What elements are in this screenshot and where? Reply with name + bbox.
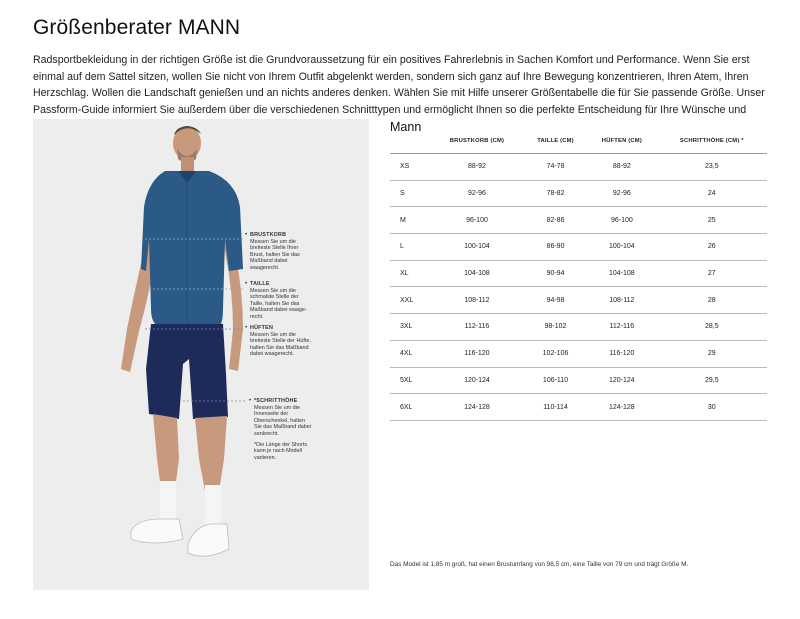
cell-schritthoehe: 27	[657, 260, 767, 287]
cell-schritthoehe: 28,5	[657, 314, 767, 341]
annotation-taille-text: Messen Sie um die schmalste Stelle der Taille, halten Sie das Maßband dabei waage-recht.	[250, 287, 307, 320]
cell-hueften: 96-100	[587, 207, 657, 234]
intro-text: Radsportbekleidung in der richtigen Größe ist die Grundvoraussetzung für ein positives Fahrerlebnis in Sachen Komfort und Performance. Wenn Sie erst einmal auf dem Sattel sitzen, wollen Sie nicht von Ihrem Outfit abgelenkt werden, sondern sich ganz auf Ihre Bewegung konzentrieren, Ihren Atem, Ihren Herzschlag. Wollen die Landschaft genießen und an nichts anderes denken. Wählen Sie mit Hilfe unserer Größentabelle die für Sie passende Größe. Unser Passform-Guide informiert Sie außerdem über die verschiedenen Schnitttypen und ermöglicht Ihnen so die perfekte Entscheidung für Ihre Wünsche und	[33, 54, 765, 116]
model-footnote: Das Model ist 1,85 m groß, hat einen Brustumfang von 98,5 cm, eine Taille von 79 cm und trägt Größe M.	[390, 561, 689, 568]
cell-schritthoehe: 25	[657, 207, 767, 234]
header-taille: TAILLE (CM)	[524, 128, 587, 154]
table-row	[390, 367, 767, 394]
cell-brustkorb: 104-108	[430, 260, 524, 287]
cell-hueften: 100-104	[587, 234, 657, 261]
cell-brustkorb: 100-104	[430, 234, 524, 261]
header-brustkorb: BRUSTKORB (CM)	[430, 128, 524, 154]
cell-brustkorb: 88-92	[430, 154, 524, 181]
table-title: Mann	[390, 120, 422, 134]
cell-size: XS	[390, 154, 430, 181]
annotation-brustkorb-text: Messen Sie um die breiteste Stelle Ihrer Brust, halten Sie das Maßband dabei waagerecht.	[250, 238, 300, 271]
cell-brustkorb: 120-124	[430, 367, 524, 394]
cell-size: L	[390, 234, 430, 261]
cell-taille: 86-90	[524, 234, 587, 261]
annotation-schritthoehe-note: *Die Länge der Shorts kann je nach Modell variieren.	[254, 441, 308, 461]
cell-hueften: 116-120	[587, 340, 657, 367]
cell-size: 5XL	[390, 367, 430, 394]
cell-hueften: 108-112	[587, 287, 657, 314]
annotation-hueften-title: HÜFTEN	[250, 325, 274, 331]
cell-size: 3XL	[390, 314, 430, 341]
cell-taille: 74-78	[524, 154, 587, 181]
cell-brustkorb: 116-120	[430, 340, 524, 367]
cell-brustkorb: 108-112	[430, 287, 524, 314]
page-title: Größenberater MANN	[33, 16, 241, 39]
table-row	[390, 180, 767, 207]
cell-size: 6XL	[390, 394, 430, 421]
cell-taille: 98-102	[524, 314, 587, 341]
cell-schritthoehe: 30	[657, 394, 767, 421]
cell-hueften: 92-96	[587, 180, 657, 207]
table-row	[390, 287, 767, 314]
table-row	[390, 394, 767, 421]
annotation-schritthoehe-title: *SCHRITTHÖHE	[254, 398, 298, 404]
cell-schritthoehe: 24	[657, 180, 767, 207]
cell-hueften: 88-92	[587, 154, 657, 181]
annotation-taille-title: TAILLE	[250, 281, 270, 287]
model-figure	[33, 119, 369, 590]
cell-taille: 94-98	[524, 287, 587, 314]
cell-taille: 78-82	[524, 180, 587, 207]
cell-size: 4XL	[390, 340, 430, 367]
cell-size: XL	[390, 260, 430, 287]
cell-brustkorb: 124-128	[430, 394, 524, 421]
annotation-schritthoehe: • *SCHRITTHÖHE Messen Sie um die Innenseite der Oberschenkel, halten Sie das Maßband dabei senkrecht. *Die Länge der Shorts kann je nach Modell variieren.	[254, 398, 314, 461]
header-schritthoehe: SCHRITTHÖHE (CM) *	[657, 128, 767, 154]
cell-size: S	[390, 180, 430, 207]
cell-taille: 82-86	[524, 207, 587, 234]
annotation-taille: • TAILLE Messen Sie um die schmalste Stelle der Taille, halten Sie das Maßband dabei waage-recht.	[250, 281, 312, 321]
annotation-schritthoehe-text: Messen Sie um die Innenseite der Oberschenkel, halten Sie das Maßband dabei senkrecht.	[254, 404, 311, 437]
cell-hueften: 104-108	[587, 260, 657, 287]
annotation-brustkorb-title: BRUSTKORB	[250, 232, 287, 238]
cell-hueften: 120-124	[587, 367, 657, 394]
table-row	[390, 260, 767, 287]
table-row	[390, 234, 767, 261]
cell-schritthoehe: 29,5	[657, 367, 767, 394]
cell-schritthoehe: 23,5	[657, 154, 767, 181]
header-size	[390, 128, 430, 154]
table-row	[390, 314, 767, 341]
cell-schritthoehe: 26	[657, 234, 767, 261]
size-table	[390, 128, 767, 421]
header-hueften: HÜFTEN (CM)	[587, 128, 657, 154]
table-row	[390, 154, 767, 181]
annotation-brustkorb: • BRUSTKORB Messen Sie um die breiteste Stelle Ihrer Brust, halten Sie das Maßband dabei waagerecht.	[250, 232, 312, 272]
cell-brustkorb: 112-116	[430, 314, 524, 341]
cell-hueften: 112-116	[587, 314, 657, 341]
annotation-hueften-text: Messen Sie um die breiteste Stelle der Hüfte, halten Sie das Maßband dabei waagerecht.	[250, 331, 311, 358]
cell-brustkorb: 92-96	[430, 180, 524, 207]
cell-taille: 106-110	[524, 367, 587, 394]
model-photo	[33, 119, 369, 590]
cell-size: M	[390, 207, 430, 234]
cell-taille: 90-94	[524, 260, 587, 287]
cell-size: XXL	[390, 287, 430, 314]
cell-hueften: 124-128	[587, 394, 657, 421]
cell-schritthoehe: 28	[657, 287, 767, 314]
cell-schritthoehe: 29	[657, 340, 767, 367]
table-row	[390, 340, 767, 367]
cell-taille: 102-106	[524, 340, 587, 367]
cell-brustkorb: 96-100	[430, 207, 524, 234]
table-header-row	[390, 128, 767, 154]
cell-taille: 110-114	[524, 394, 587, 421]
table-row	[390, 207, 767, 234]
annotation-hueften: • HÜFTEN Messen Sie um die breiteste Stelle der Hüfte, halten Sie das Maßband dabei waagerecht.	[245, 325, 311, 358]
